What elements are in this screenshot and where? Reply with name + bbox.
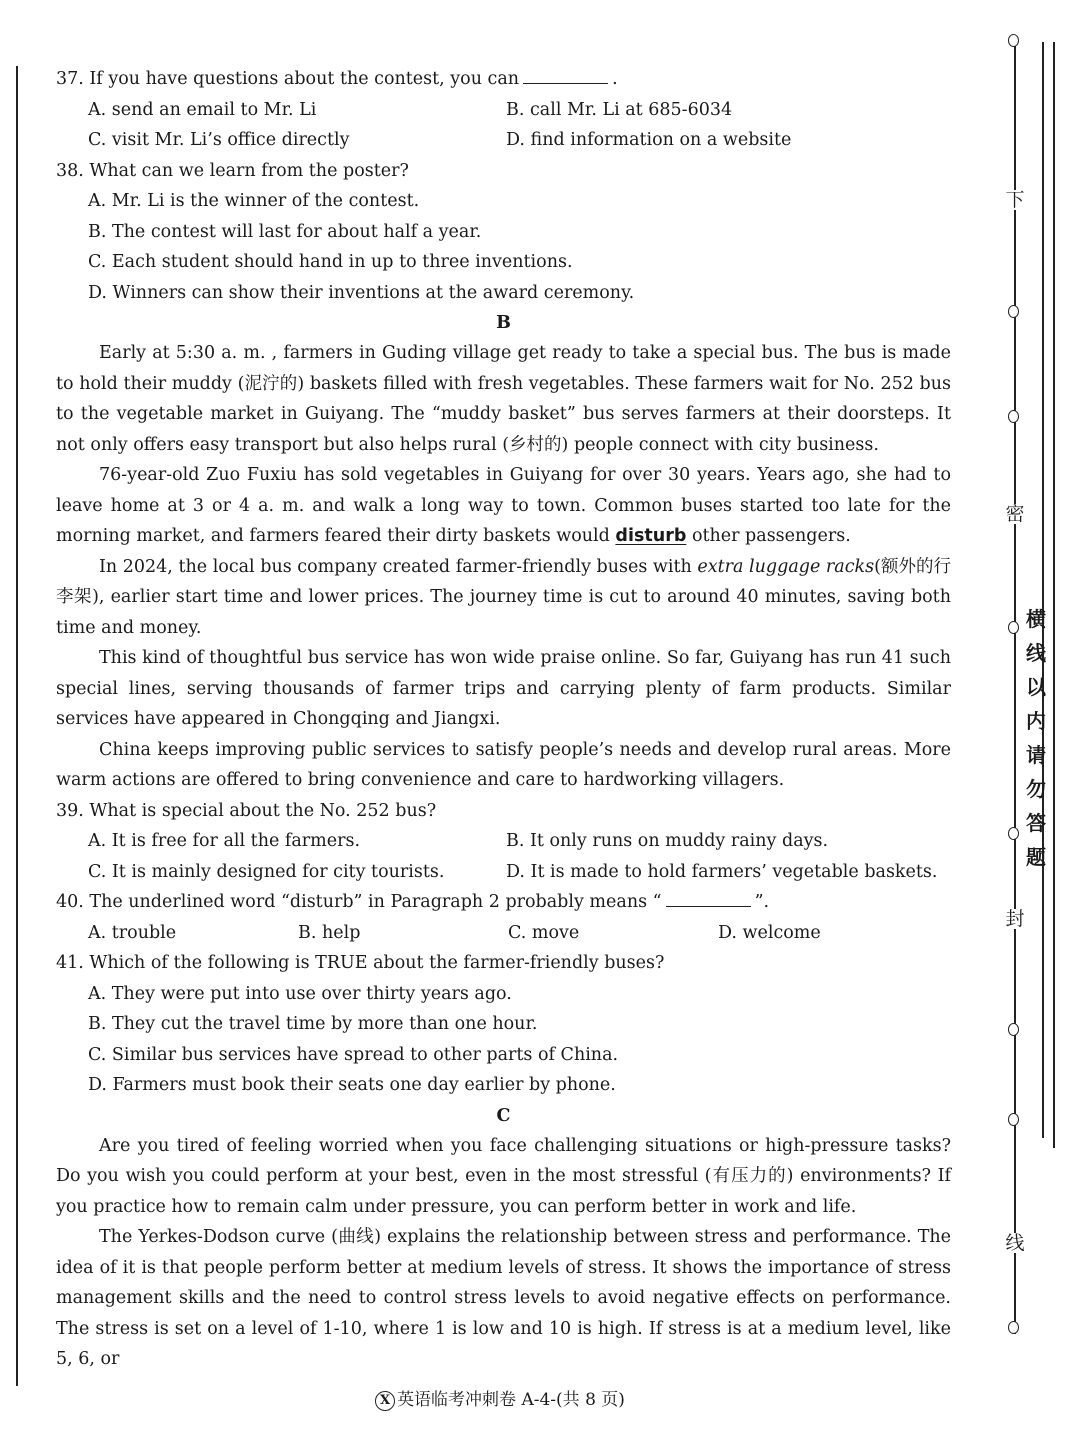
passage-b-paragraph-4: This kind of thoughtful bus service has won wide praise online. So far, Guiyang has run 41 such special lines, serving thousands of farmer trips and carrying plenty of farm products. Similar services have appeared in Chongqing and Jiangxi. bbox=[56, 648, 951, 729]
seal-circle bbox=[1008, 1023, 1019, 1036]
no-answer-warning bbox=[1021, 602, 1051, 874]
question-39-options-row-2 bbox=[56, 857, 951, 888]
option-d: D. Winners can show their inventions at the award ceremony. bbox=[88, 282, 635, 303]
seal-char: 下 bbox=[1005, 189, 1025, 211]
seal-char: 密 bbox=[1005, 503, 1025, 525]
warning-char: 题 bbox=[1026, 845, 1046, 869]
paragraph-text: In 2024, the local bus company created farmer-friendly buses with bbox=[99, 556, 692, 577]
question-40-options bbox=[56, 918, 951, 949]
section-heading-c: C bbox=[496, 1105, 511, 1126]
passage-c-paragraph-1: Are you tired of feeling worried when you face challenging situations or high-pressure tasks? Do you wish you could perform at your best, even in the most stressful (有压力的) environments? If you practice how to remain calm under pressure, you can perform better in work and life. bbox=[56, 1135, 951, 1217]
seal-char: 线 bbox=[1005, 1232, 1025, 1254]
paper-version-mark: X bbox=[375, 1391, 395, 1411]
warning-char: 横 bbox=[1026, 607, 1046, 631]
option-b: B. The contest will last for about half a year. bbox=[88, 221, 482, 242]
question-37-options-row-1 bbox=[56, 95, 951, 126]
seal-circle bbox=[1008, 34, 1019, 47]
seal-line bbox=[1014, 38, 1016, 1334]
paragraph-text: 76-year-old Zuo Fuxiu has sold vegetables in Guiyang for over 30 years. Years ago, she had to leave home at 3 or 4 a. m. and walk a long way to town. Common buses started too late for the morning market, and farmers feared their dirty baskets would bbox=[56, 465, 951, 546]
seal-circle bbox=[1008, 305, 1019, 318]
option-d: D. It is made to hold farmers’ vegetable baskets. bbox=[506, 861, 938, 882]
italic-phrase: extra luggage racks bbox=[697, 556, 875, 577]
passage-b-paragraph-5: China keeps improving public services to satisfy people’s needs and develop rural areas. More warm actions are offered to bring convenience and care to hardworking villagers. bbox=[56, 739, 951, 790]
seal-circle bbox=[1008, 827, 1019, 840]
boundary-line-outer bbox=[1053, 42, 1055, 1148]
seal-circle bbox=[1008, 621, 1019, 634]
option-b: B. They cut the travel time by more than one hour. bbox=[88, 1014, 538, 1034]
passage-b-paragraph-3 bbox=[56, 552, 951, 644]
seal-circle bbox=[1008, 1321, 1019, 1334]
question-40 bbox=[56, 887, 951, 918]
question-39-options-row-1 bbox=[56, 826, 951, 857]
question-40-stem: 40. The underlined word “disturb” in Paragraph 2 probably means “ bbox=[56, 892, 662, 912]
option-a: A. They were put into use over thirty years ago. bbox=[88, 983, 512, 1004]
seal-char: 封 bbox=[1005, 908, 1025, 930]
passage-c-paragraph-2: The Yerkes-Dodson curve (曲线) explains the relationship between stress and performance. The idea of it is that people perform better at medium levels of stress. It shows the importance of stress management skills and the need to control stress levels to avoid negative effects on performance. The stress is set on a level of 1-10, where 1 is low and 10 is high. If stress is at a medium level, like 5, 6, or bbox=[56, 1227, 951, 1369]
binding-margin bbox=[995, 20, 1080, 1420]
option-c: C. Similar bus services have spread to other parts of China. bbox=[88, 1044, 619, 1065]
passage-b-paragraph-1: Early at 5:30 a. m. , farmers in Guding village get ready to take a special bus. The bus is made to hold their muddy (泥泞的) baskets filled with fresh vegetables. These farmers wait for No. 252 bus to the vegetable market in Guiyang. The “muddy basket” bus serves farmers at their doorsteps. It not only offers easy transport but also helps rural (乡村的) people connect with city business. bbox=[56, 343, 951, 455]
question-37 bbox=[56, 64, 951, 95]
option-c: C. visit Mr. Li’s office directly bbox=[88, 130, 350, 150]
question-39-stem: 39. What is special about the No. 252 bus? bbox=[56, 800, 437, 821]
question-37-stem: 37. If you have questions about the contest, you can bbox=[56, 69, 520, 89]
question-37-stem-end: . bbox=[612, 69, 618, 89]
warning-char: 请 bbox=[1026, 743, 1046, 767]
warning-char: 线 bbox=[1026, 641, 1046, 665]
paragraph-text: other passengers. bbox=[691, 526, 851, 546]
option-a: A. It is free for all the farmers. bbox=[88, 831, 361, 851]
exam-page-content bbox=[56, 64, 951, 1375]
warning-char: 答 bbox=[1026, 811, 1046, 835]
answer-blank bbox=[523, 66, 608, 84]
left-margin-rule bbox=[16, 66, 18, 1386]
option-d: D. welcome bbox=[718, 922, 821, 943]
warning-char: 以 bbox=[1026, 675, 1046, 699]
section-heading-b: B bbox=[496, 313, 511, 333]
question-37-options-row-2 bbox=[56, 125, 951, 156]
question-40-stem-end: ”. bbox=[754, 892, 770, 912]
paragraph-text: (额外的行李架), earlier start time and lower prices. The journey time is cut to around 40 minutes, saving both time and money. bbox=[56, 556, 952, 638]
option-a: A. trouble bbox=[88, 922, 177, 943]
question-38-stem: 38. What can we learn from the poster? bbox=[56, 160, 409, 181]
warning-char: 勿 bbox=[1026, 777, 1046, 801]
passage-b-paragraph-2 bbox=[56, 460, 951, 552]
page-footer bbox=[0, 1388, 1000, 1412]
seal-circle bbox=[1008, 1113, 1019, 1126]
option-b: B. call Mr. Li at 685-6034 bbox=[506, 99, 733, 120]
option-a: A. Mr. Li is the winner of the contest. bbox=[88, 191, 420, 211]
seal-circle bbox=[1008, 410, 1019, 423]
option-c: C. Each student should hand in up to three inventions. bbox=[88, 252, 573, 272]
warning-char: 内 bbox=[1026, 709, 1046, 733]
boundary-line-inner bbox=[1042, 42, 1044, 1138]
option-c: C. It is mainly designed for city tourists. bbox=[88, 861, 445, 882]
option-c: C. move bbox=[508, 922, 580, 943]
footer-text: 英语临考冲刺卷 A-4-(共 8 页) bbox=[397, 1390, 625, 1410]
answer-blank bbox=[666, 889, 751, 907]
underlined-word: disturb bbox=[615, 526, 687, 546]
option-a: A. send an email to Mr. Li bbox=[88, 99, 317, 120]
question-41-stem: 41. Which of the following is TRUE about the farmer-friendly buses? bbox=[56, 953, 665, 973]
option-d: D. find information on a website bbox=[506, 130, 792, 150]
option-b: B. help bbox=[298, 922, 361, 943]
option-b: B. It only runs on muddy rainy days. bbox=[506, 831, 829, 851]
option-d: D. Farmers must book their seats one day earlier by phone. bbox=[88, 1075, 616, 1095]
